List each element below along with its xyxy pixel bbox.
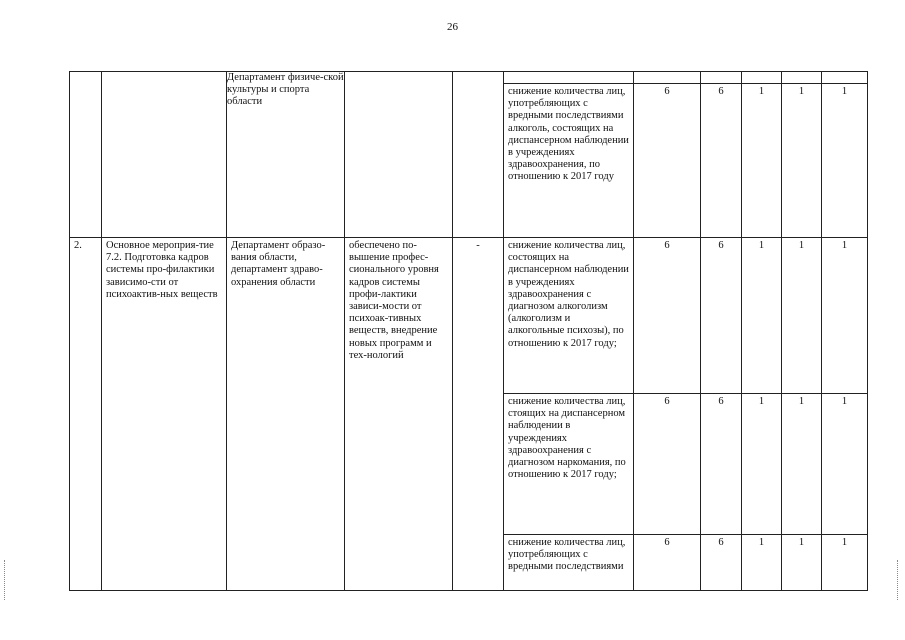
- cell-measure: [102, 72, 227, 238]
- cell-stub: [504, 72, 634, 84]
- cell-value: 1: [742, 238, 782, 394]
- cell-number: [70, 72, 102, 238]
- program-table: [69, 71, 868, 591]
- cell-value: 1: [822, 535, 868, 591]
- cell-value: 6: [634, 535, 701, 591]
- cell-stub: [701, 72, 742, 84]
- cell-value: 1: [742, 84, 782, 238]
- cell-value: 1: [822, 84, 868, 238]
- cell-dash: -: [453, 238, 504, 591]
- cell-value: 1: [782, 394, 822, 535]
- cell-number: 2.: [70, 238, 102, 591]
- cell-executors: Департамент образо-вания области, департамент здраво-охранения области: [227, 238, 345, 591]
- cell-indicator: снижение количества лиц, состоящих на диспансерном наблюдении в учреждениях здравоохранения с диагнозом алкоголизм (алкоголизм и алкогольные психозы), по отношению к 2017 году;: [504, 238, 634, 394]
- cell-stub: [822, 72, 868, 84]
- cell-indicator: снижение количества лиц, употребляющих с вредными последствиями алкоголь, состоящих на диспансерном наблюдении в учреждениях здравоохранения, по отношению к 2017 году: [504, 84, 634, 238]
- cell-value: 6: [701, 535, 742, 591]
- cell-value: 6: [634, 84, 701, 238]
- cell-department: Департамент физиче-ской культуры и спорта области: [227, 72, 345, 238]
- cell-value: 1: [822, 394, 868, 535]
- cell-indicator: снижение количества лиц, стоящих на диспансерном наблюдении в учреждениях здравоохранения с диагнозом наркомания, по отношению к 2017 году;: [504, 394, 634, 535]
- cell-value: 1: [742, 394, 782, 535]
- cell-value: 1: [822, 238, 868, 394]
- cell-value: 1: [742, 535, 782, 591]
- cell-value: 1: [782, 535, 822, 591]
- table-row: [70, 72, 868, 84]
- cell-value: 1: [782, 84, 822, 238]
- cell-value: 6: [701, 394, 742, 535]
- cell-stub: [634, 72, 701, 84]
- scan-edge-mark: [897, 560, 900, 600]
- cell-result: [345, 72, 453, 238]
- table-row: [70, 238, 868, 394]
- cell-value: 1: [782, 238, 822, 394]
- cell-result: обеспечено по-вышение профес-сионального уровня кадров системы профи-лактики зависи-мости от психоак-тивных веществ, внедрение новых программ и тех-нологий: [345, 238, 453, 591]
- cell-value: 6: [701, 238, 742, 394]
- cell-stub: [782, 72, 822, 84]
- cell-dash: [453, 72, 504, 238]
- scan-edge-mark: [4, 560, 7, 600]
- cell-measure: Основное мероприя-тие 7.2. Подготовка кадров системы про-филактики зависимо-сти от психоактив-ных веществ: [102, 238, 227, 591]
- cell-stub: [742, 72, 782, 84]
- cell-value: 6: [701, 84, 742, 238]
- cell-value: 6: [634, 238, 701, 394]
- cell-indicator: снижение количества лиц, употребляющих с вредными последствиями: [504, 535, 634, 591]
- cell-value: 6: [634, 394, 701, 535]
- page-number: 26: [447, 21, 458, 33]
